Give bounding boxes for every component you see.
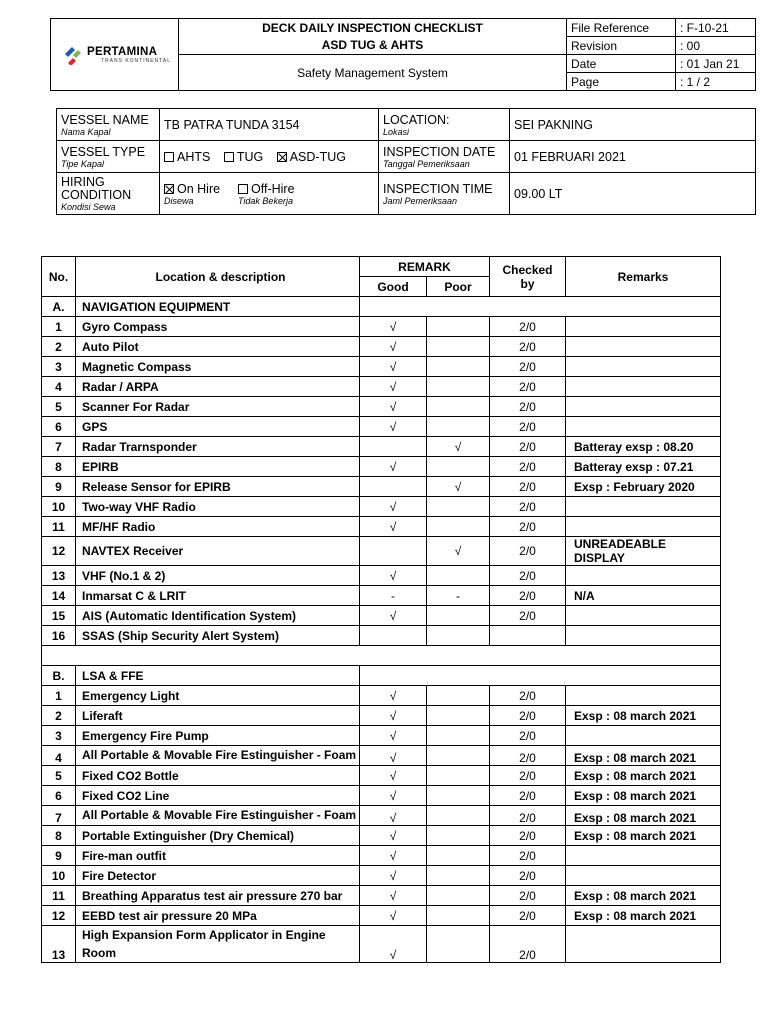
- section-number: A.: [42, 297, 76, 317]
- checked-by-cell[interactable]: 2/0: [490, 566, 566, 586]
- checked-by-cell[interactable]: 2/0: [490, 517, 566, 537]
- good-check-cell[interactable]: √: [360, 397, 427, 417]
- header-poor: Poor: [427, 277, 490, 297]
- checked-by-cell[interactable]: 2/0: [490, 357, 566, 377]
- remarks-cell[interactable]: Exsp : 08 march 2021: [566, 886, 721, 906]
- table-row: [42, 457, 721, 477]
- ref-label: File Reference: [567, 19, 676, 37]
- row-number: 5: [42, 397, 76, 417]
- good-check-cell[interactable]: √: [360, 337, 427, 357]
- checkbox-icon: [224, 152, 234, 162]
- section-header-row: [42, 666, 721, 686]
- poor-check-cell[interactable]: [427, 806, 490, 826]
- row-number: 11: [42, 886, 76, 906]
- good-check-cell[interactable]: √: [360, 357, 427, 377]
- row-number: 14: [42, 586, 76, 606]
- row-number: 1: [42, 317, 76, 337]
- checked-checkbox-icon: [164, 184, 174, 194]
- remarks-cell[interactable]: [566, 377, 721, 397]
- checked-by-cell[interactable]: 2/0: [490, 686, 566, 706]
- poor-check-cell[interactable]: [427, 886, 490, 906]
- table-row: [42, 437, 721, 457]
- row-number: 13: [42, 566, 76, 586]
- table-row: [42, 566, 721, 586]
- remarks-cell[interactable]: [566, 566, 721, 586]
- poor-check-cell[interactable]: [427, 417, 490, 437]
- table-row: [42, 846, 721, 866]
- logo-subtitle: TRANS KONTINENTAL: [101, 57, 171, 64]
- row-number: 4: [42, 746, 76, 766]
- header-good: Good: [360, 277, 427, 297]
- row-description: EEBD test air pressure 20 MPa: [76, 906, 360, 926]
- company-logo: [51, 19, 179, 91]
- row-number: 12: [42, 906, 76, 926]
- poor-check-cell[interactable]: [427, 317, 490, 337]
- row-description: Fixed CO2 Bottle: [76, 766, 360, 786]
- type-option-ahts[interactable]: AHTS: [164, 150, 210, 164]
- good-check-cell[interactable]: [360, 477, 427, 497]
- row-description: AIS (Automatic Identification System): [76, 606, 360, 626]
- inspection-checklist-table: [41, 256, 721, 963]
- table-row: [42, 397, 721, 417]
- checked-by-cell[interactable]: 2/0: [490, 806, 566, 826]
- checked-by-cell[interactable]: 2/0: [490, 497, 566, 517]
- remarks-cell[interactable]: [566, 846, 721, 866]
- row-description: VHF (No.1 & 2): [76, 566, 360, 586]
- remarks-cell[interactable]: [566, 337, 721, 357]
- remarks-cell[interactable]: Exsp : 08 march 2021: [566, 706, 721, 726]
- checked-by-cell[interactable]: 2/0: [490, 606, 566, 626]
- poor-check-cell[interactable]: [427, 497, 490, 517]
- checked-by-cell[interactable]: 2/0: [490, 417, 566, 437]
- row-number: 9: [42, 477, 76, 497]
- row-number: 6: [42, 786, 76, 806]
- good-check-cell[interactable]: [360, 537, 427, 566]
- row-number: 1: [42, 686, 76, 706]
- section-title: LSA & FFE: [76, 666, 360, 686]
- checked-by-cell[interactable]: 2/0: [490, 886, 566, 906]
- remarks-cell[interactable]: Exsp : 08 march 2021: [566, 746, 721, 766]
- good-check-cell[interactable]: [360, 626, 427, 646]
- row-number: 3: [42, 726, 76, 746]
- row-number: 6: [42, 417, 76, 437]
- row-description: Auto Pilot: [76, 337, 360, 357]
- remarks-cell[interactable]: N/A: [566, 586, 721, 606]
- remarks-cell[interactable]: Exsp : 08 march 2021: [566, 826, 721, 846]
- section-number: B.: [42, 666, 76, 686]
- table-row: [42, 746, 721, 766]
- remarks-cell[interactable]: [566, 497, 721, 517]
- poor-check-cell[interactable]: [427, 686, 490, 706]
- section-spacer: [42, 646, 721, 666]
- table-row: [42, 926, 721, 963]
- checked-by-cell[interactable]: 2/0: [490, 477, 566, 497]
- good-check-cell[interactable]: √: [360, 886, 427, 906]
- table-row: [42, 886, 721, 906]
- table-row: [42, 686, 721, 706]
- checked-by-cell[interactable]: 2/0: [490, 866, 566, 886]
- document-subtitle: Safety Management System: [179, 55, 567, 91]
- checked-by-cell[interactable]: 2/0: [490, 726, 566, 746]
- poor-check-cell[interactable]: [427, 606, 490, 626]
- checked-by-cell[interactable]: 2/0: [490, 537, 566, 566]
- row-description: All Portable & Movable Fire Estinguisher - Foam: [76, 806, 360, 826]
- checked-by-cell[interactable]: 2/0: [490, 457, 566, 477]
- checked-by-cell[interactable]: 2/0: [490, 766, 566, 786]
- checked-by-cell[interactable]: 2/0: [490, 397, 566, 417]
- good-check-cell[interactable]: [360, 437, 427, 457]
- inspection-date-label: INSPECTION DATE Tanggal Pemeriksaan: [379, 141, 510, 173]
- row-number: 13: [42, 926, 76, 963]
- checked-by-cell[interactable]: 2/0: [490, 906, 566, 926]
- poor-check-cell[interactable]: [427, 866, 490, 886]
- row-number: 7: [42, 437, 76, 457]
- remarks-cell[interactable]: [566, 926, 721, 963]
- row-number: 15: [42, 606, 76, 626]
- good-check-cell[interactable]: √: [360, 726, 427, 746]
- remarks-cell[interactable]: [566, 417, 721, 437]
- vessel-info-table: [56, 108, 756, 215]
- row-number: 2: [42, 337, 76, 357]
- poor-check-cell[interactable]: √: [427, 437, 490, 457]
- poor-check-cell[interactable]: -: [427, 586, 490, 606]
- good-check-cell[interactable]: √: [360, 566, 427, 586]
- section-header-row: [42, 297, 721, 317]
- poor-check-cell[interactable]: [427, 457, 490, 477]
- table-row: [42, 586, 721, 606]
- good-check-cell[interactable]: √: [360, 746, 427, 766]
- table-row: [42, 786, 721, 806]
- remarks-cell[interactable]: UNREADEABLE DISPLAY: [566, 537, 721, 566]
- document-header: [50, 18, 756, 91]
- row-description: Magnetic Compass: [76, 357, 360, 377]
- good-check-cell[interactable]: √: [360, 786, 427, 806]
- row-description: Liferaft: [76, 706, 360, 726]
- remarks-cell[interactable]: [566, 866, 721, 886]
- table-row: [42, 626, 721, 646]
- poor-check-cell[interactable]: [427, 397, 490, 417]
- poor-check-cell[interactable]: [427, 926, 490, 963]
- good-check-cell[interactable]: √: [360, 806, 427, 826]
- row-number: 8: [42, 457, 76, 477]
- poor-check-cell[interactable]: [427, 706, 490, 726]
- inspection-time-value: 09.00 LT: [510, 173, 756, 215]
- remarks-cell[interactable]: [566, 606, 721, 626]
- remarks-cell[interactable]: [566, 397, 721, 417]
- poor-check-cell[interactable]: [427, 766, 490, 786]
- row-number: 2: [42, 706, 76, 726]
- row-number: 5: [42, 766, 76, 786]
- good-check-cell[interactable]: √: [360, 706, 427, 726]
- table-row: [42, 337, 721, 357]
- poor-check-cell[interactable]: √: [427, 477, 490, 497]
- checked-checkbox-icon: [277, 152, 287, 162]
- row-description: MF/HF Radio: [76, 517, 360, 537]
- header-location: Location & description: [76, 257, 360, 297]
- row-number: 10: [42, 497, 76, 517]
- row-number: 3: [42, 357, 76, 377]
- good-check-cell[interactable]: √: [360, 926, 427, 963]
- remarks-cell[interactable]: [566, 686, 721, 706]
- row-number: 4: [42, 377, 76, 397]
- poor-check-cell[interactable]: [427, 726, 490, 746]
- ref-label: Revision: [567, 37, 676, 55]
- poor-check-cell[interactable]: [427, 826, 490, 846]
- table-row: [42, 766, 721, 786]
- table-row: [42, 417, 721, 437]
- row-description: Release Sensor for EPIRB: [76, 477, 360, 497]
- poor-check-cell[interactable]: [427, 566, 490, 586]
- row-description: EPIRB: [76, 457, 360, 477]
- checked-by-cell[interactable]: 2/0: [490, 317, 566, 337]
- good-check-cell[interactable]: √: [360, 826, 427, 846]
- remarks-cell[interactable]: Batteray exsp : 08.20: [566, 437, 721, 457]
- row-description: Two-way VHF Radio: [76, 497, 360, 517]
- good-check-cell[interactable]: √: [360, 497, 427, 517]
- row-description: All Portable & Movable Fire Estinguisher - Foam: [76, 746, 360, 766]
- remarks-cell[interactable]: Exsp : 08 march 2021: [566, 806, 721, 826]
- header-remarks: Remarks: [566, 257, 721, 297]
- checked-by-cell[interactable]: 2/0: [490, 706, 566, 726]
- remarks-cell[interactable]: Exsp : February 2020: [566, 477, 721, 497]
- row-description: Emergency Fire Pump: [76, 726, 360, 746]
- poor-check-cell[interactable]: [427, 786, 490, 806]
- poor-check-cell[interactable]: [427, 337, 490, 357]
- table-row: [42, 906, 721, 926]
- good-check-cell[interactable]: √: [360, 417, 427, 437]
- row-number: 11: [42, 517, 76, 537]
- remarks-cell[interactable]: [566, 517, 721, 537]
- poor-check-cell[interactable]: [427, 517, 490, 537]
- ref-value: : 1 / 2: [676, 73, 756, 91]
- checked-by-cell[interactable]: 2/0: [490, 437, 566, 457]
- row-description: Gyro Compass: [76, 317, 360, 337]
- checked-by-cell[interactable]: 2/0: [490, 846, 566, 866]
- document-title: DECK DAILY INSPECTION CHECKLIST ASD TUG & AHTS: [179, 19, 567, 55]
- table-row: [42, 357, 721, 377]
- ref-label: Page: [567, 73, 676, 91]
- checked-by-cell[interactable]: 2/0: [490, 826, 566, 846]
- row-number: 10: [42, 866, 76, 886]
- location-value: SEI PAKNING: [510, 109, 756, 141]
- remarks-cell[interactable]: [566, 626, 721, 646]
- row-description: High Expansion Form Applicator in Engine Room: [76, 926, 360, 963]
- header-remark: REMARK: [360, 257, 490, 277]
- vessel-type-label: VESSEL TYPE Tipe Kapal: [57, 141, 160, 173]
- poor-check-cell[interactable]: [427, 746, 490, 766]
- remarks-cell[interactable]: Exsp : 08 march 2021: [566, 906, 721, 926]
- checklist-body: [42, 297, 721, 963]
- poor-check-cell[interactable]: [427, 846, 490, 866]
- ref-value: : 00: [676, 37, 756, 55]
- checked-by-cell[interactable]: 2/0: [490, 746, 566, 766]
- table-row: [42, 377, 721, 397]
- row-number: 12: [42, 537, 76, 566]
- checked-by-cell[interactable]: 2/0: [490, 377, 566, 397]
- ref-value: : F-10-21: [676, 19, 756, 37]
- remarks-cell[interactable]: [566, 317, 721, 337]
- inspection-time-label: INSPECTION TIME Jaml Pemeriksaan: [379, 173, 510, 215]
- ref-label: Date: [567, 55, 676, 73]
- location-label: LOCATION: Lokasi: [379, 109, 510, 141]
- remarks-cell[interactable]: [566, 726, 721, 746]
- remarks-cell[interactable]: [566, 357, 721, 377]
- row-description: Radar / ARPA: [76, 377, 360, 397]
- row-description: Portable Extinguisher (Dry Chemical): [76, 826, 360, 846]
- row-number: 16: [42, 626, 76, 646]
- poor-check-cell[interactable]: [427, 377, 490, 397]
- table-row: [42, 517, 721, 537]
- pertamina-logo-icon: [63, 45, 83, 65]
- good-check-cell[interactable]: -: [360, 586, 427, 606]
- section-title: NAVIGATION EQUIPMENT: [76, 297, 360, 317]
- table-row: [42, 537, 721, 566]
- poor-check-cell[interactable]: [427, 626, 490, 646]
- row-number: 9: [42, 846, 76, 866]
- checked-by-cell[interactable]: 2/0: [490, 586, 566, 606]
- type-option-asd-tug[interactable]: ASD-TUG: [277, 150, 346, 164]
- row-description: Inmarsat C & LRIT: [76, 586, 360, 606]
- good-check-cell[interactable]: √: [360, 377, 427, 397]
- checked-by-cell[interactable]: 2/0: [490, 926, 566, 963]
- row-description: Fire-man outfit: [76, 846, 360, 866]
- header-no: No.: [42, 257, 76, 297]
- hiring-condition-label: HIRING CONDITION Kondisi Sewa: [57, 173, 160, 215]
- inspection-date-value: 01 FEBRUARI 2021: [510, 141, 756, 173]
- table-row: [42, 726, 721, 746]
- poor-check-cell[interactable]: [427, 906, 490, 926]
- table-row: [42, 826, 721, 846]
- header-checked-by: Checked by: [490, 257, 566, 297]
- row-description: Emergency Light: [76, 686, 360, 706]
- poor-check-cell[interactable]: √: [427, 537, 490, 566]
- row-description: Scanner For Radar: [76, 397, 360, 417]
- table-row: [42, 317, 721, 337]
- table-row: [42, 606, 721, 626]
- row-description: SSAS (Ship Security Alert System): [76, 626, 360, 646]
- logo-name: PERTAMINA: [87, 45, 158, 58]
- row-description: Fixed CO2 Line: [76, 786, 360, 806]
- good-check-cell[interactable]: √: [360, 317, 427, 337]
- hire-option-off[interactable]: Off-Hire Tidak Bekerja: [238, 181, 295, 206]
- checked-by-cell[interactable]: [490, 626, 566, 646]
- remarks-cell[interactable]: Exsp : 08 march 2021: [566, 786, 721, 806]
- type-option-tug[interactable]: TUG: [224, 150, 263, 164]
- row-description: Breathing Apparatus test air pressure 270 bar: [76, 886, 360, 906]
- vessel-name-value: TB PATRA TUNDA 3154: [160, 109, 379, 141]
- row-description: Radar Trarnsponder: [76, 437, 360, 457]
- row-description: Fire Detector: [76, 866, 360, 886]
- good-check-cell[interactable]: √: [360, 457, 427, 477]
- table-row: [42, 497, 721, 517]
- hire-option-on[interactable]: On Hire Disewa: [164, 181, 221, 206]
- checkbox-icon: [164, 152, 174, 162]
- good-check-cell[interactable]: √: [360, 766, 427, 786]
- table-row: [42, 806, 721, 826]
- good-check-cell[interactable]: √: [360, 606, 427, 626]
- row-description: NAVTEX Receiver: [76, 537, 360, 566]
- checked-by-cell[interactable]: 2/0: [490, 786, 566, 806]
- good-check-cell[interactable]: √: [360, 686, 427, 706]
- row-description: GPS: [76, 417, 360, 437]
- table-row: [42, 477, 721, 497]
- checkbox-icon: [238, 184, 248, 194]
- row-number: 8: [42, 826, 76, 846]
- checked-by-cell[interactable]: 2/0: [490, 337, 566, 357]
- good-check-cell[interactable]: √: [360, 517, 427, 537]
- hiring-condition-options: [160, 173, 379, 215]
- good-check-cell[interactable]: √: [360, 906, 427, 926]
- row-number: 7: [42, 806, 76, 826]
- good-check-cell[interactable]: √: [360, 866, 427, 886]
- poor-check-cell[interactable]: [427, 357, 490, 377]
- vessel-name-label: VESSEL NAME Nama Kapal: [57, 109, 160, 141]
- table-row: [42, 706, 721, 726]
- remarks-cell[interactable]: Exsp : 08 march 2021: [566, 766, 721, 786]
- table-row: [42, 866, 721, 886]
- vessel-type-options: [160, 141, 379, 173]
- ref-value: : 01 Jan 21: [676, 55, 756, 73]
- remarks-cell[interactable]: Batteray exsp : 07.21: [566, 457, 721, 477]
- good-check-cell[interactable]: √: [360, 846, 427, 866]
